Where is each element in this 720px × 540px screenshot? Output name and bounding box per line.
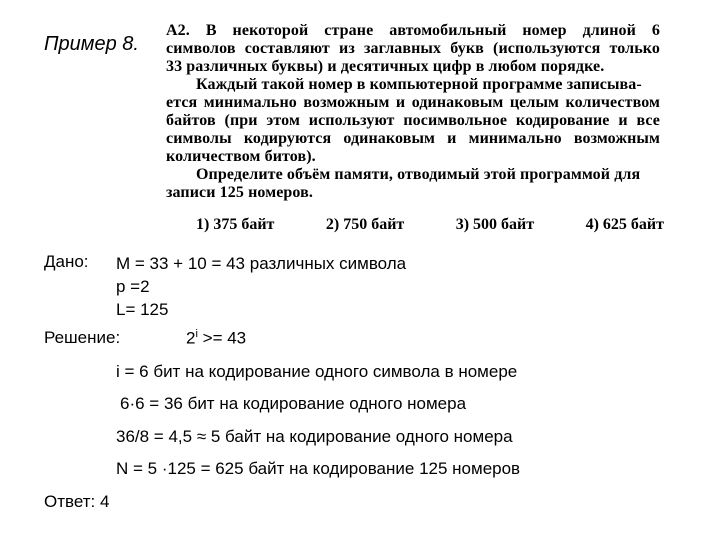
exponent: i [195,328,198,340]
final-answer: Ответ: 4 [44,492,110,511]
solution-expression: $2^i >= 43$ [186,328,247,348]
answer-option: 3) 500 байт [455,216,535,233]
example-title: Пример 8. [44,33,139,55]
given-line: M = 33 + 10 = 43 различных символа [116,254,407,273]
solution-step: 6·6 = 36 бит на кодирование одного номера [120,394,467,413]
answer-option: 2) 750 байт [325,216,405,233]
problem-text [166,22,660,202]
solution-step: N = 5 ·125 = 625 байт на кодирование 125 номеров [116,459,521,478]
problem-line: А2. В некоторой стране автомобильный номер длиной 6 [166,22,660,39]
problem-line: Каждый такой номер в компьютерной программе записыва- [196,76,642,93]
given-line: L= 125 [116,300,169,319]
given-line: p =2 [116,277,150,296]
answer-option: 1) 375 байт [196,216,275,233]
given-block [116,252,406,321]
solution-step: i = 6 бит на кодирование одного символа в номере [116,362,518,381]
given-label: Дано: [44,252,89,271]
solution-step: 36/8 = 4,5 ≈ 5 байт на кодирование одного номера [116,427,513,446]
problem-line: записи 125 номеров. [166,184,313,201]
problem-line: ется минимально возможным и одинаковым целым количеством [166,94,660,111]
problem-line: количеством битов). [166,148,316,165]
answer-option: 4) 625 байт [585,216,664,233]
problem-line: байтов (при этом используют посимвольное кодирование и все [166,112,660,129]
problem-line: Определите объём памяти, отводимый этой программой для [196,166,641,183]
problem-label: А2. [166,22,190,39]
problem-line: 33 различных буквы) и десятичных цифр в любом порядке. [166,58,605,75]
problem-line: символы кодируются одинаковым и минимально возможным [166,130,660,147]
problem-line: символов составляют из заглавных букв (используются только [166,40,660,57]
solution-label: Решение: [44,328,121,347]
answer-options [196,216,664,234]
